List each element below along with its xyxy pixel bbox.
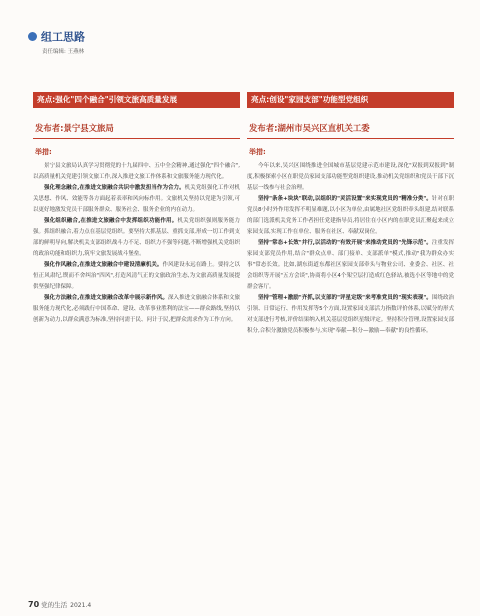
paragraph-lead: 强化方法融合,在推进文旅融合改革中展示新作风。	[44, 295, 169, 301]
right-paragraph	[247, 161, 454, 194]
paragraph-lead: 强化作风融合,在推进文旅融合中建设清廉机关。	[44, 262, 163, 268]
page-number: 70	[28, 600, 40, 609]
paragraph-text: 注重发挥家园支部党员作用,结合"群众点单、部门接单、支部派单"模式,推动"我为群众办实事"常态长效。比如,湖东街道东都社区家园支部牵头与物业公司、业委会、社区、社会组织等开展"五方会谈",协商将小区4个架空层打造成红色驿站,被选小区等地中的党群会客厅。	[247, 240, 454, 290]
left-body-text	[33, 161, 240, 326]
right-divider	[247, 138, 454, 139]
editor-credit: 责任编辑: 王燕林	[42, 49, 85, 55]
left-measures-label: 举措:	[35, 148, 52, 156]
right-paragraph	[247, 194, 454, 238]
paragraph-text: 景宁县文旅局认真学习贯彻党的十九届四中、五中全会精神,通过强化"四个融合",以高质量机关党建引领文旅工作,深入推进文旅工作体系和文旅服务能力现代化。	[33, 163, 240, 180]
right-measures-label: 举措:	[249, 148, 266, 156]
right-publisher: 发布者:湖州市吴兴区直机关工委	[249, 123, 370, 133]
paragraph-lead: 坚持"管理+激励"齐抓,以支部的"评星定级"来考准党员的"现实表现"。	[258, 295, 432, 301]
left-highlight-banner: 亮点:强化"四个融合"引领文旅高质量发展	[33, 92, 240, 108]
paragraph-lead: 强化组织融合,在推进文旅融合中发挥组织功能作用。	[44, 218, 178, 224]
right-paragraph	[247, 293, 454, 337]
right-paragraph	[247, 238, 454, 293]
section-bullet-icon	[28, 32, 37, 41]
paragraph-text: 今年以来,吴兴区围绕推进全国城市基层党建示范市建设,深化"双报到双报到"制度,积极探索小区在职党员家园支部功能型党组织建设,推动机关党组织和党员干部下沉基层一线参与社会治理。	[247, 163, 454, 191]
section-header	[28, 26, 85, 55]
left-paragraph	[33, 293, 240, 326]
paragraph-text: 围绕政治引领、日常运行、作用发挥等5个方面,设置家园支部活力指数评价体系,以赋分的形式对支部进行考核,评价结果纳入机关基层党组织星级评定。坚持积分管理,设置家园支部积分,合积分激励党员积极参与,实现"奉献—积分—激励—奉献"的良性循环。	[247, 295, 454, 334]
paragraph-lead: 强化理念融合,在推进文旅融合共识中激发担当作为合力。	[44, 185, 185, 191]
left-paragraph	[33, 216, 240, 260]
paragraph-text: 机关党组织强则服务能力强。抓组织融合,着力点在基层党组织。要坚持大抓基层、重抓支部,形成一切工作到支部的鲜明导向,解决机关支部组织战斗力不足、组织力不强等问题,不断增强机关党组织的政治功能和组织力,筑牢文旅发展战斗堡垒。	[33, 218, 240, 257]
right-highlight-banner: 亮点:创设"家园支部"功能型党组织	[247, 92, 454, 108]
left-paragraph	[33, 161, 240, 183]
left-column	[33, 92, 240, 582]
right-body-text	[247, 161, 454, 337]
page-footer	[28, 592, 91, 611]
paragraph-text: 深入推进文旅融合体系和文旅服务能力现代化,必须践行中国革命、建设、改革事业胜利的法宝——群众路线,坚持以创新为动力,以群众满意为标准,坚持问需于民、问计于民,把群众需求作为工作方向。	[33, 295, 240, 323]
issue-number: 2021.4	[70, 602, 92, 609]
paragraph-text: 机关党组强化工作对机关思想、作风、效能等各方面起着表率和风向标作用。文旅机关坚持以党建为引领,可以更好地激发党员干部服务群众、服务社会、服务企业的内在动力。	[33, 185, 240, 213]
right-column	[247, 92, 454, 582]
left-publisher: 发布者:景宁县文旅局	[35, 123, 114, 133]
paragraph-text: 作风建设永远在路上。要持之以恒正风肃纪,锲而不舍纠治"四风",打造风清气正的文旅政治生态,为文旅高质量发展提供坚强纪律保障。	[33, 262, 240, 290]
left-divider	[33, 138, 240, 139]
section-title: 组工思路	[41, 30, 85, 44]
left-paragraph	[33, 183, 240, 216]
paragraph-lead: 坚持"条条+块块"联动,以组织的"灵活设置"来实现党员的"精准分类"。	[258, 196, 432, 202]
paragraph-lead: 坚持"常态+长效"并行,以活动的"有效开展"来推动党员的"先锋示范"。	[258, 240, 432, 246]
left-paragraph	[33, 260, 240, 293]
journal-name: 党的生活	[41, 601, 68, 609]
paragraph-text: 针对在职党员8小时外作用发挥不明显难题,以小区为单位,由属地社区党组织牵头组建,结对联系的部门选派机关党务工作者担任党建指导员,将居住在小区内的在职党员汇聚起来成立家园支部,实现工作在单位、服务在社区、奉献双岗位。	[247, 196, 454, 235]
